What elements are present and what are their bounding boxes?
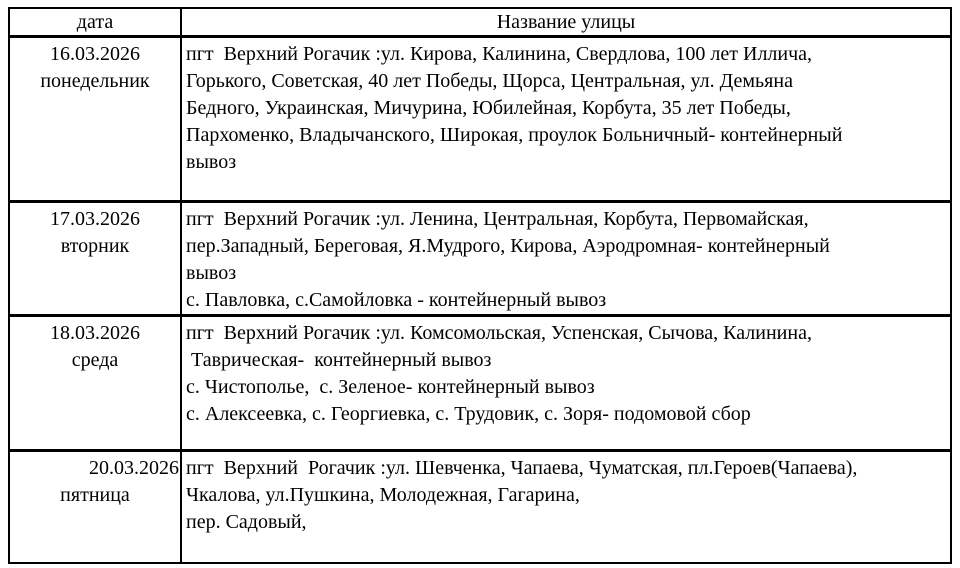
date-cell bbox=[9, 37, 181, 202]
street-line: пгт Верхний Рогачик :ул. Шевченка, Чапаева, Чуматская, пл.Героев(Чапаева), bbox=[186, 457, 858, 479]
table-header-row bbox=[9, 8, 951, 37]
date-value: 16.03.2026 bbox=[50, 43, 140, 65]
day-of-week: понедельник bbox=[40, 70, 150, 92]
street-line: Бедного, Украинская, Мичурина, Юбилейная, Корбута, 35 лет Победы, bbox=[186, 97, 791, 119]
day-of-week: пятница bbox=[60, 484, 130, 506]
street-line: Горького, Советская, 40 лет Победы, Щорса, Центральная, ул. Демьяна bbox=[186, 70, 793, 92]
street-line: пгт Верхний Рогачик :ул. Комсомольская, Успенская, Сычова, Калинина, bbox=[186, 322, 812, 344]
street-line: пер.Западный, Береговая, Я.Мудрого, Кирова, Аэродромная- контейнерный bbox=[186, 235, 830, 257]
street-line: вывоз bbox=[186, 262, 237, 284]
street-line: пер. Садовый, bbox=[186, 511, 307, 533]
date-cell bbox=[9, 451, 181, 563]
street-line: Пархоменко, Владычанского, Широкая, проулок Больничный- контейнерный bbox=[186, 124, 843, 146]
date-value: 20.03.2026 bbox=[89, 457, 179, 479]
table-row-tuesday bbox=[9, 202, 951, 316]
street-line: Таврическая- контейнерный вывоз bbox=[186, 349, 492, 371]
street-line: с. Алексеевка, с. Георгиевка, с. Трудовик, с. Зоря- подомовой сбор bbox=[186, 403, 751, 425]
date-value: 17.03.2026 bbox=[50, 208, 140, 230]
street-line: Чкалова, ул.Пушкина, Молодежная, Гагарина, bbox=[186, 484, 580, 506]
street-line: с. Чистополье, с. Зеленое- контейнерный вывоз bbox=[186, 376, 595, 398]
waste-collection-schedule-table bbox=[8, 7, 952, 564]
street-line: пгт Верхний Рогачик :ул. Ленина, Центральная, Корбута, Первомайская, bbox=[186, 208, 809, 230]
street-line: с. Павловка, с.Самойловка - контейнерный вывоз bbox=[186, 289, 607, 311]
date-cell bbox=[9, 316, 181, 451]
table-row-wednesday bbox=[9, 316, 951, 451]
street-list-cell bbox=[181, 37, 951, 202]
day-of-week: среда bbox=[71, 349, 119, 371]
street-line: вывоз bbox=[186, 151, 237, 173]
street-list-cell bbox=[181, 316, 951, 451]
street-line: пгт Верхний Рогачик :ул. Кирова, Калинина, Свердлова, 100 лет Иллича, bbox=[186, 43, 813, 65]
column-header-street-name: Название улицы bbox=[181, 8, 951, 37]
street-list-cell bbox=[181, 451, 951, 563]
date-cell bbox=[9, 202, 181, 316]
day-of-week: вторник bbox=[60, 235, 130, 257]
table-row-monday bbox=[9, 37, 951, 202]
table-row-friday bbox=[9, 451, 951, 563]
street-list-cell bbox=[181, 202, 951, 316]
date-value: 18.03.2026 bbox=[50, 322, 140, 344]
column-header-date: дата bbox=[9, 8, 181, 37]
